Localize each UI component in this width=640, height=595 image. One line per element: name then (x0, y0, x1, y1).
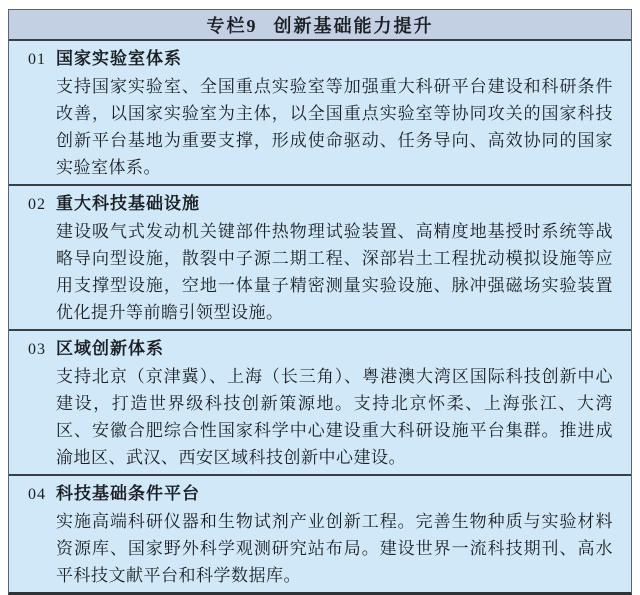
section-sci-tech-basic-condition-platform (9, 474, 631, 592)
section-body: 支持国家实验室、全国重点实验室等加强重大科研平台建设和科研条件改善，以国家实验室为主体，以全国重点实验室等协同攻关的国家科技创新平台基地为重要支撑，形成使命驱动、任务导向、高效协同的国家实验室体系。 (56, 77, 613, 177)
section-national-laboratory-system (9, 41, 631, 184)
section-number: 03 (28, 341, 46, 358)
section-heading (21, 190, 613, 218)
section-heading (21, 45, 613, 73)
section-title: 重大科技基础设施 (56, 194, 200, 213)
section-major-sci-tech-infrastructure (9, 184, 631, 329)
section-title: 区域创新体系 (56, 339, 164, 358)
column-panel (8, 9, 632, 595)
panel-header-label: 专栏9 (206, 15, 258, 36)
section-heading (21, 480, 613, 508)
section-regional-innovation-system (9, 329, 631, 474)
section-body: 支持北京（京津冀）、上海（长三角）、粤港澳大湾区国际科技创新中心建设，打造世界级科技创新策源地。支持北京怀柔、上海张江、大湾区、安徽合肥综合性国家科学中心建设重大科研设施平台集群。推进成渝地区、武汉、西安区域科技创新中心建设。 (56, 367, 613, 467)
section-number: 04 (28, 486, 46, 503)
section-body: 实施高端科研仪器和生物试剂产业创新工程。完善生物种质与实验材料资源库、国家野外科学观测研究站布局。建设世界一流科技期刊、高水平科技文献平台和科学数据库。 (56, 512, 613, 585)
section-title: 国家实验室体系 (56, 49, 182, 68)
section-number: 02 (28, 196, 46, 213)
section-heading (21, 335, 613, 363)
panel-header-title: 创新基础能力提升 (273, 15, 434, 36)
panel-header (9, 10, 631, 41)
section-body: 建设吸气式发动机关键部件热物理试验装置、高精度地基授时系统等战略导向型设施，散裂中子源二期工程、深部岩土工程扰动模拟设施等应用支撑型设施，空地一体量子精密测量实验设施、脉冲强磁场实验装置优化提升等前瞻引领型设施。 (56, 222, 613, 322)
section-title: 科技基础条件平台 (56, 484, 200, 503)
section-number: 01 (28, 51, 46, 68)
